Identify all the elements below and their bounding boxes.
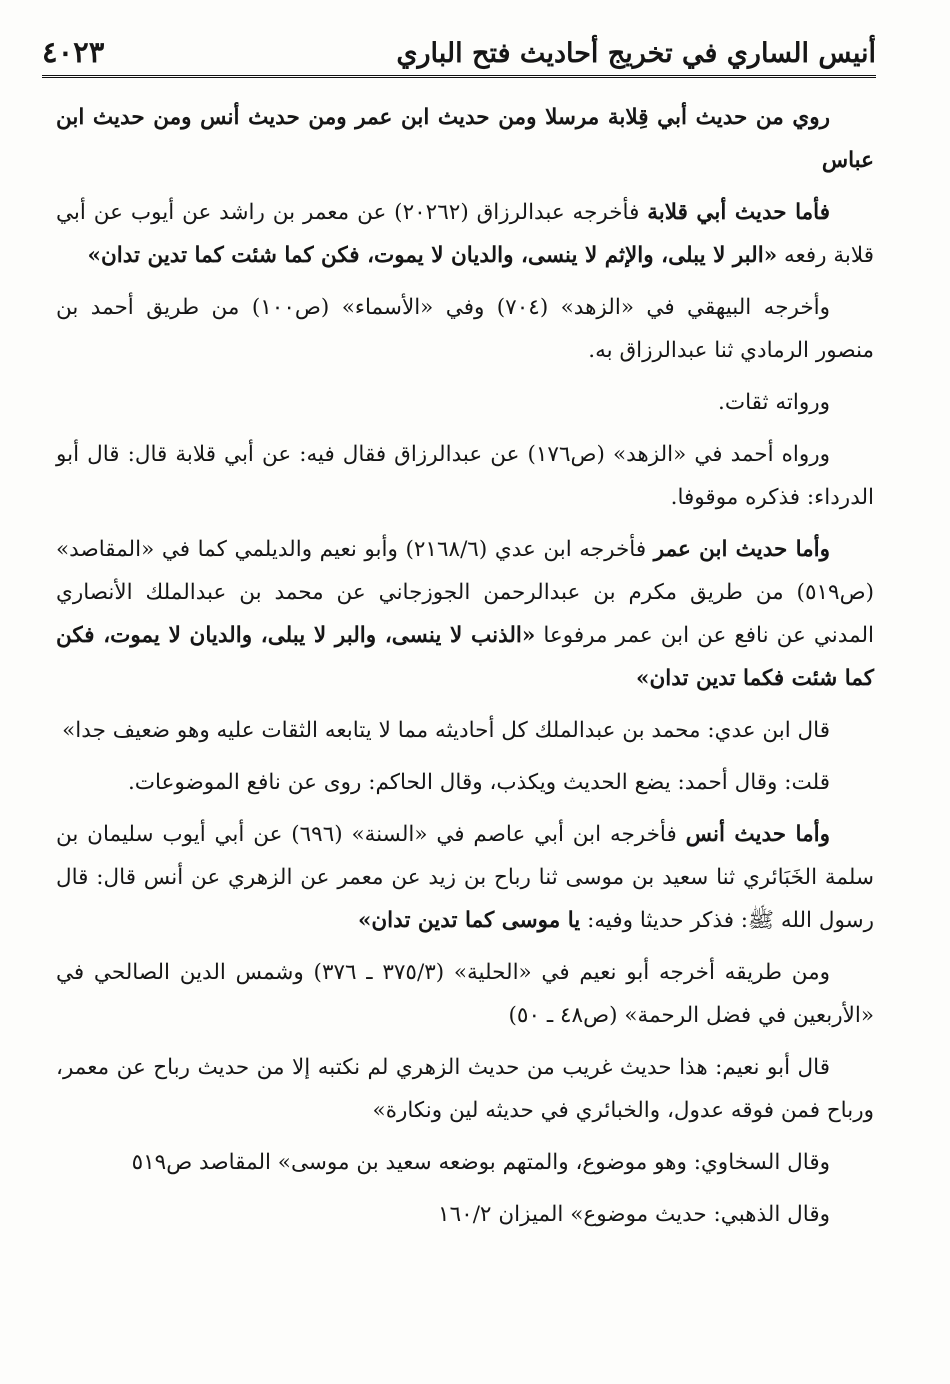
paragraph (56, 1141, 874, 1184)
paragraph (56, 951, 874, 1037)
text-run: فأخرجه عبدالرزاق (٢٠٢٦٢) عن معمر بن راشد عن أيوب عن أبي قلابة رفعه (56, 200, 874, 268)
bold-text: يا موسى كما تدين تدان» (357, 908, 581, 933)
text-run: ومن طريقه أخرجه أبو نعيم في «الحلية» (٣٧٥/٣ ـ ٣٧٦) وشمس الدين الصالحي في «الأربعين في فضل الرحمة» (ص٤٨ ـ ٥٠) (56, 960, 874, 1028)
text-run: ورواه أحمد في «الزهد» (ص١٧٦) عن عبدالرزاق فقال فيه: عن أبي قلابة قال: قال أبو الدرداء: فذكره موقوفا. (56, 442, 874, 510)
paragraph (56, 433, 874, 519)
page-number: ٤٠٢٣ (42, 35, 105, 69)
page-header (42, 22, 876, 78)
text-run: فأخرجه ابن عدي (٢١٦٨/٦) وأبو نعيم والديلمي كما في «المقاصد» (ص٥١٩) من طريق مكرم بن عبدالرحمن الجوزجاني عن محمد بن عبدالملك الأنصاري المدني عن نافع عن ابن عمر مرفوعا (56, 537, 875, 648)
bold-text: «الذنب لا ينسى، والبر لا يبلى، والديان لا يموت، فكن كما شئت فكما تدين تدان» (56, 623, 874, 691)
bold-text: فأما حديث أبي قلابة (647, 200, 830, 225)
text-run: وأخرجه البيهقي في «الزهد» (٧٠٤) وفي «الأسماء» (ص١٠٠) من طريق أحمد بن منصور الرمادي ثنا عبدالرزاق به. (56, 295, 874, 363)
text-run: قال ابن عدي: محمد بن عبدالملك كل أحاديثه مما لا يتابعه الثقات عليه وهو ضعيف جدا» (62, 718, 830, 743)
paragraph (56, 96, 874, 182)
page-body (56, 96, 874, 1245)
paragraph (56, 381, 874, 424)
bold-text: وأما حديث أنس (685, 822, 830, 847)
text-run: ورواته ثقات. (718, 390, 830, 415)
paragraph (56, 709, 874, 752)
paragraph (56, 191, 874, 277)
text-run: وقال الذهبي: حديث موضوع» الميزان ١٦٠/٢ (438, 1202, 830, 1227)
paragraph (56, 528, 874, 700)
text-run: وقال السخاوي: وهو موضوع، والمتهم بوضعه سعيد بن موسى» المقاصد ص٥١٩ (131, 1150, 830, 1175)
text-run: قلت: وقال أحمد: يضع الحديث ويكذب، وقال الحاكم: روى عن نافع الموضوعات. (127, 770, 830, 795)
running-title: أنيس الساري في تخريج أحاديث فتح الباري (396, 38, 876, 69)
bold-text: وأما حديث ابن عمر (653, 537, 831, 562)
paragraph (56, 286, 874, 372)
bold-text: «البر لا يبلى، والإثم لا ينسى، والديان لا يموت، فكن كما شئت كما تدين تدان» (87, 243, 778, 268)
text-run: فأخرجه ابن أبي عاصم في «السنة» (٦٩٦) عن أبي أيوب سليمان بن سلمة الخَبَائري ثنا سعيد بن موسى ثنا رباح بن زيد عن معمر عن الزهري عن أنس قال: قال رسول الله ﷺ: فذكر حديثا وفيه: (56, 822, 874, 933)
paragraph (56, 813, 874, 942)
text-run: قال أبو نعيم: هذا حديث غريب من حديث الزهري لم نكتبه إلا من حديث رباح عن معمر، ورباح فمن فوقه عدول، والخبائري في حديثه لين ونكارة» (56, 1055, 874, 1123)
paragraph (56, 1046, 874, 1132)
bold-text: روي من حديث أبي قِلابة مرسلا ومن حديث ابن عمر ومن حديث أنس ومن حديث ابن عباس (56, 105, 874, 173)
paragraph (56, 1193, 874, 1236)
paragraph (56, 761, 874, 804)
